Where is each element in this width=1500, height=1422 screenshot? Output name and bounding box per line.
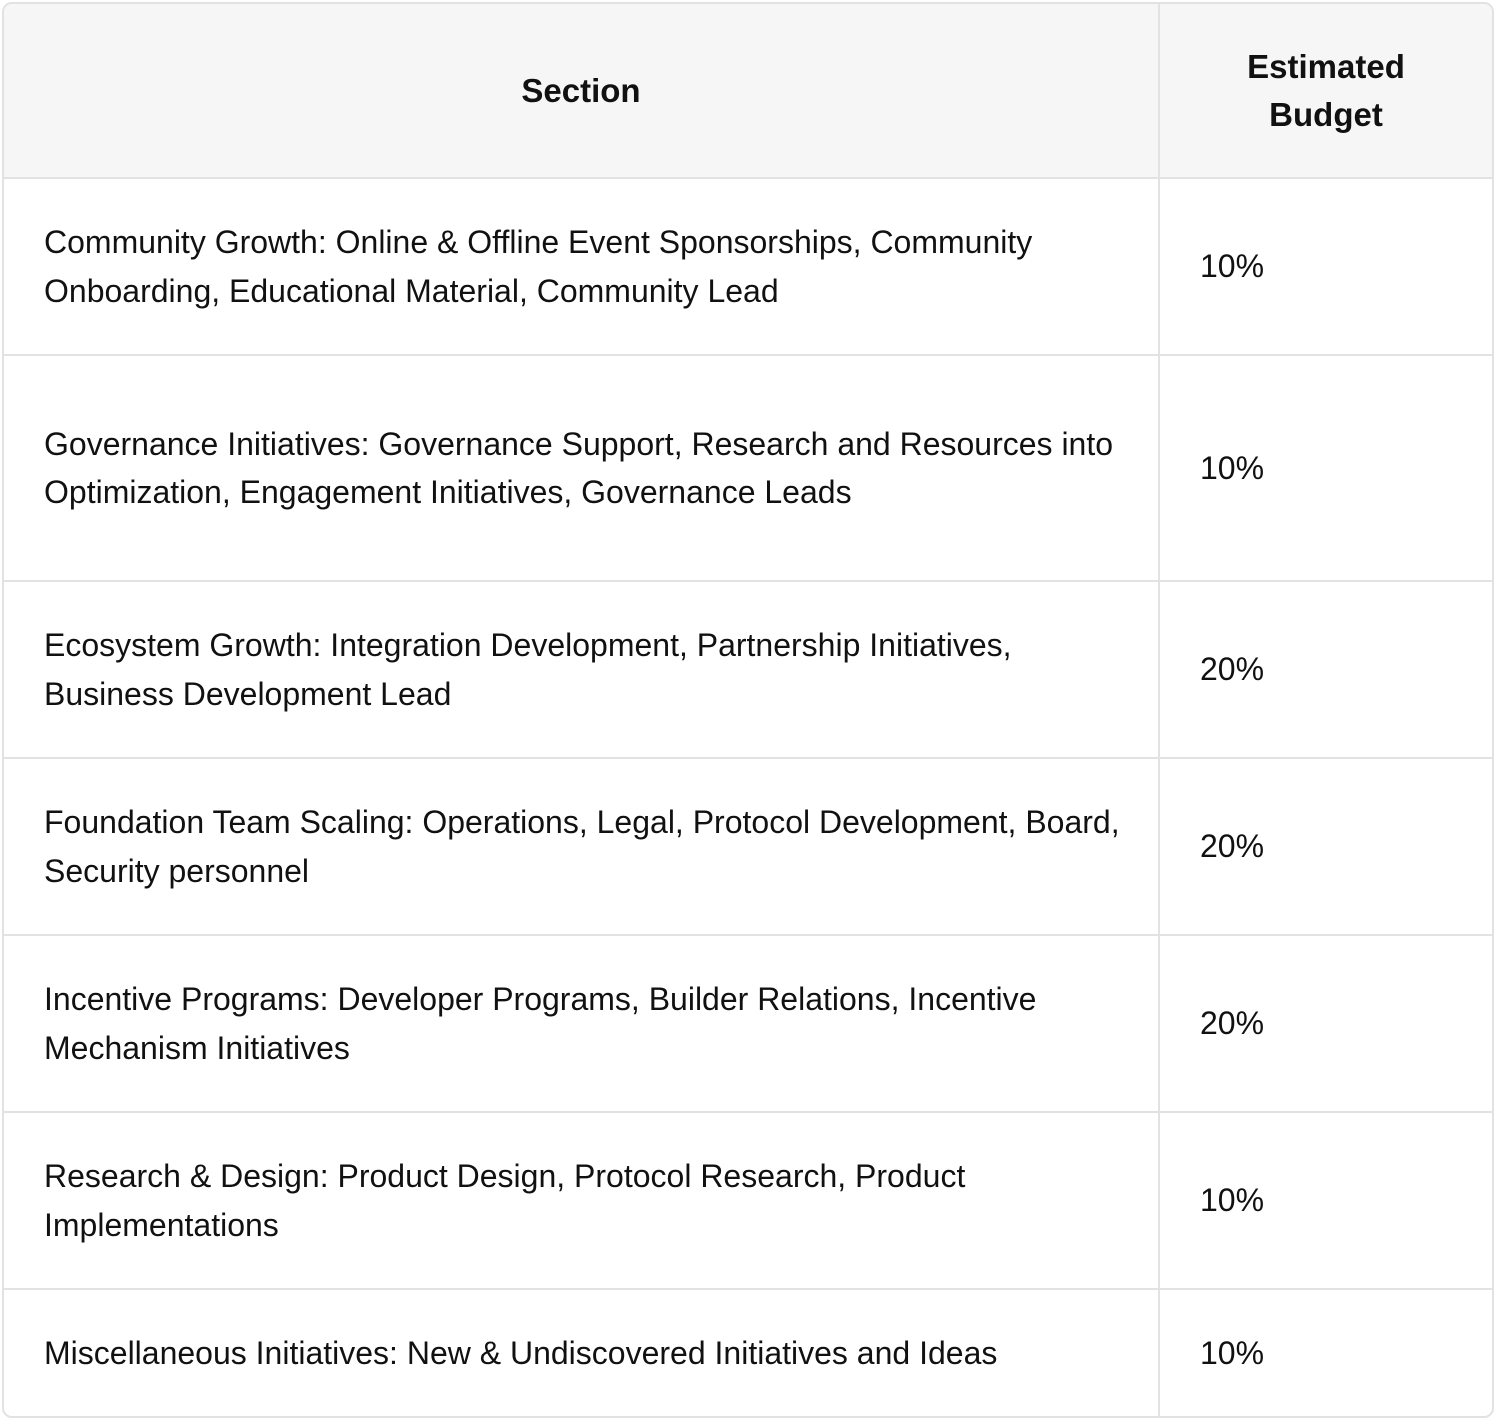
budget-cell: 10% bbox=[1159, 178, 1492, 355]
section-cell: Incentive Programs: Developer Programs, Builder Relations, Incentive Mechanism Initiatives bbox=[4, 935, 1159, 1112]
table-row bbox=[4, 758, 1492, 935]
section-cell: Miscellaneous Initiatives: New & Undiscovered Initiatives and Ideas bbox=[4, 1289, 1159, 1416]
header-estimated-budget: Estimated Budget bbox=[1159, 4, 1492, 178]
table-row bbox=[4, 935, 1492, 1112]
table-row bbox=[4, 1289, 1492, 1416]
budget-cell: 10% bbox=[1159, 1112, 1492, 1289]
budget-table bbox=[4, 4, 1492, 1416]
section-cell: Research & Design: Product Design, Protocol Research, Product Implementations bbox=[4, 1112, 1159, 1289]
table-row bbox=[4, 1112, 1492, 1289]
budget-cell: 20% bbox=[1159, 758, 1492, 935]
table-row bbox=[4, 355, 1492, 581]
section-cell: Ecosystem Growth: Integration Development, Partnership Initiatives, Business Development Lead bbox=[4, 581, 1159, 758]
header-section: Section bbox=[4, 4, 1159, 178]
section-cell: Foundation Team Scaling: Operations, Legal, Protocol Development, Board, Security personnel bbox=[4, 758, 1159, 935]
section-cell: Governance Initiatives: Governance Support, Research and Resources into Optimization, Engagement Initiatives, Governance Leads bbox=[4, 355, 1159, 581]
table-header bbox=[4, 4, 1492, 178]
budget-table-container bbox=[2, 2, 1494, 1418]
budget-cell: 20% bbox=[1159, 935, 1492, 1112]
table-row bbox=[4, 581, 1492, 758]
header-row bbox=[4, 4, 1492, 178]
budget-cell: 10% bbox=[1159, 355, 1492, 581]
budget-cell: 10% bbox=[1159, 1289, 1492, 1416]
budget-cell: 20% bbox=[1159, 581, 1492, 758]
table-row bbox=[4, 178, 1492, 355]
section-cell: Community Growth: Online & Offline Event Sponsorships, Community Onboarding, Educational Material, Community Lead bbox=[44, 224, 1033, 309]
table-body bbox=[4, 178, 1492, 1416]
